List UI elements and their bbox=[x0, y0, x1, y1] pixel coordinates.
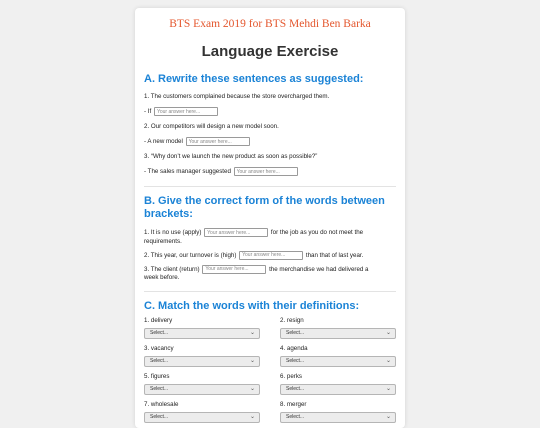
a2-answer-row bbox=[144, 137, 396, 146]
section-a-heading: A. Rewrite these sentences as suggested: bbox=[144, 73, 364, 85]
select-value: Select... bbox=[286, 413, 305, 420]
chevron-down-icon: ⌄ bbox=[385, 357, 391, 364]
match-item-2 bbox=[280, 317, 396, 339]
b2-before: 2. This year, our turnover is (high) bbox=[144, 251, 237, 259]
b1-answer-input[interactable] bbox=[204, 228, 268, 237]
match-label-6: 6. perks bbox=[280, 372, 303, 380]
exercise-card bbox=[135, 8, 405, 428]
b3-answer-input[interactable] bbox=[202, 265, 266, 274]
b1-before: 1. It is no use (apply) bbox=[144, 229, 202, 237]
match-item-4 bbox=[280, 345, 396, 367]
match-label-7: 7. wholesale bbox=[144, 400, 179, 408]
b2-item bbox=[144, 251, 396, 260]
chevron-down-icon: ⌄ bbox=[385, 413, 391, 420]
divider bbox=[144, 186, 396, 187]
a3-answer-row bbox=[144, 167, 396, 176]
match-item-7 bbox=[144, 401, 260, 423]
section-b-heading-line1: B. Give the correct form of the words between bbox=[144, 195, 385, 208]
select-value: Select... bbox=[150, 385, 169, 392]
a2-sentence: 2. Our competitors will design a new model soon. bbox=[144, 123, 279, 131]
a2-answer-input[interactable] bbox=[186, 137, 250, 146]
chevron-down-icon: ⌄ bbox=[249, 357, 255, 364]
chevron-down-icon: ⌄ bbox=[385, 385, 391, 392]
section-b-heading-line2: brackets: bbox=[144, 208, 193, 221]
match-select-1[interactable] bbox=[144, 328, 260, 339]
chevron-down-icon: ⌄ bbox=[385, 329, 391, 336]
select-value: Select... bbox=[150, 329, 169, 336]
b3-before: 3. The client (return) bbox=[144, 265, 200, 273]
match-select-4[interactable] bbox=[280, 356, 396, 367]
b3-continuation: week before. bbox=[144, 273, 180, 281]
chevron-down-icon: ⌄ bbox=[249, 413, 255, 420]
chevron-down-icon: ⌄ bbox=[249, 329, 255, 336]
section-b-heading bbox=[144, 195, 396, 221]
exam-subtitle: BTS Exam 2019 for BTS Mehdi Ben Barka bbox=[169, 18, 371, 30]
match-label-4: 4. agenda bbox=[280, 344, 308, 352]
select-value: Select... bbox=[150, 413, 169, 420]
b2-answer-input[interactable] bbox=[239, 251, 303, 260]
page-title: Language Exercise bbox=[201, 43, 339, 60]
b3-item bbox=[144, 265, 396, 282]
b1-continuation: requirements. bbox=[144, 237, 182, 245]
a3-sentence: 3. “Why don’t we launch the new product as soon as possible?” bbox=[144, 153, 318, 161]
match-select-7[interactable] bbox=[144, 412, 260, 423]
a1-answer-input[interactable] bbox=[154, 107, 218, 116]
a3-prompt: - The sales manager suggested bbox=[144, 168, 231, 176]
a2-prompt: - A new model bbox=[144, 138, 183, 146]
a1-sentence: 1. The customers complained because the store overcharged them. bbox=[144, 93, 330, 100]
b3-after: the merchandise we had delivered a bbox=[269, 265, 369, 273]
chevron-down-icon: ⌄ bbox=[249, 385, 255, 392]
match-label-5: 5. figures bbox=[144, 372, 170, 380]
match-select-3[interactable] bbox=[144, 356, 260, 367]
match-item-8 bbox=[280, 401, 396, 423]
match-item-3 bbox=[144, 345, 260, 367]
match-label-3: 3. vacancy bbox=[144, 344, 174, 352]
match-label-1: 1. delivery bbox=[144, 316, 173, 324]
match-item-6 bbox=[280, 373, 396, 395]
section-c-heading: C. Match the words with their definitions: bbox=[144, 299, 360, 312]
select-value: Select... bbox=[150, 357, 169, 364]
select-value: Select... bbox=[286, 357, 305, 364]
a1-prompt: - If bbox=[144, 108, 152, 116]
b1-item bbox=[144, 228, 396, 245]
match-select-2[interactable] bbox=[280, 328, 396, 339]
a1-answer-row bbox=[144, 107, 396, 116]
match-select-8[interactable] bbox=[280, 412, 396, 423]
divider bbox=[144, 291, 396, 292]
match-label-8: 8. merger bbox=[280, 400, 307, 408]
match-label-2: 2. resign bbox=[280, 316, 304, 324]
select-value: Select... bbox=[286, 329, 305, 336]
b1-after: for the job as you do not meet the bbox=[270, 229, 364, 237]
select-value: Select... bbox=[286, 385, 305, 392]
match-select-5[interactable] bbox=[144, 384, 260, 395]
match-item-1 bbox=[144, 317, 260, 339]
match-grid bbox=[144, 317, 396, 427]
match-select-6[interactable] bbox=[280, 384, 396, 395]
a3-answer-input[interactable] bbox=[234, 167, 298, 176]
match-item-5 bbox=[144, 373, 260, 395]
b2-after: than that of last year. bbox=[305, 251, 364, 259]
